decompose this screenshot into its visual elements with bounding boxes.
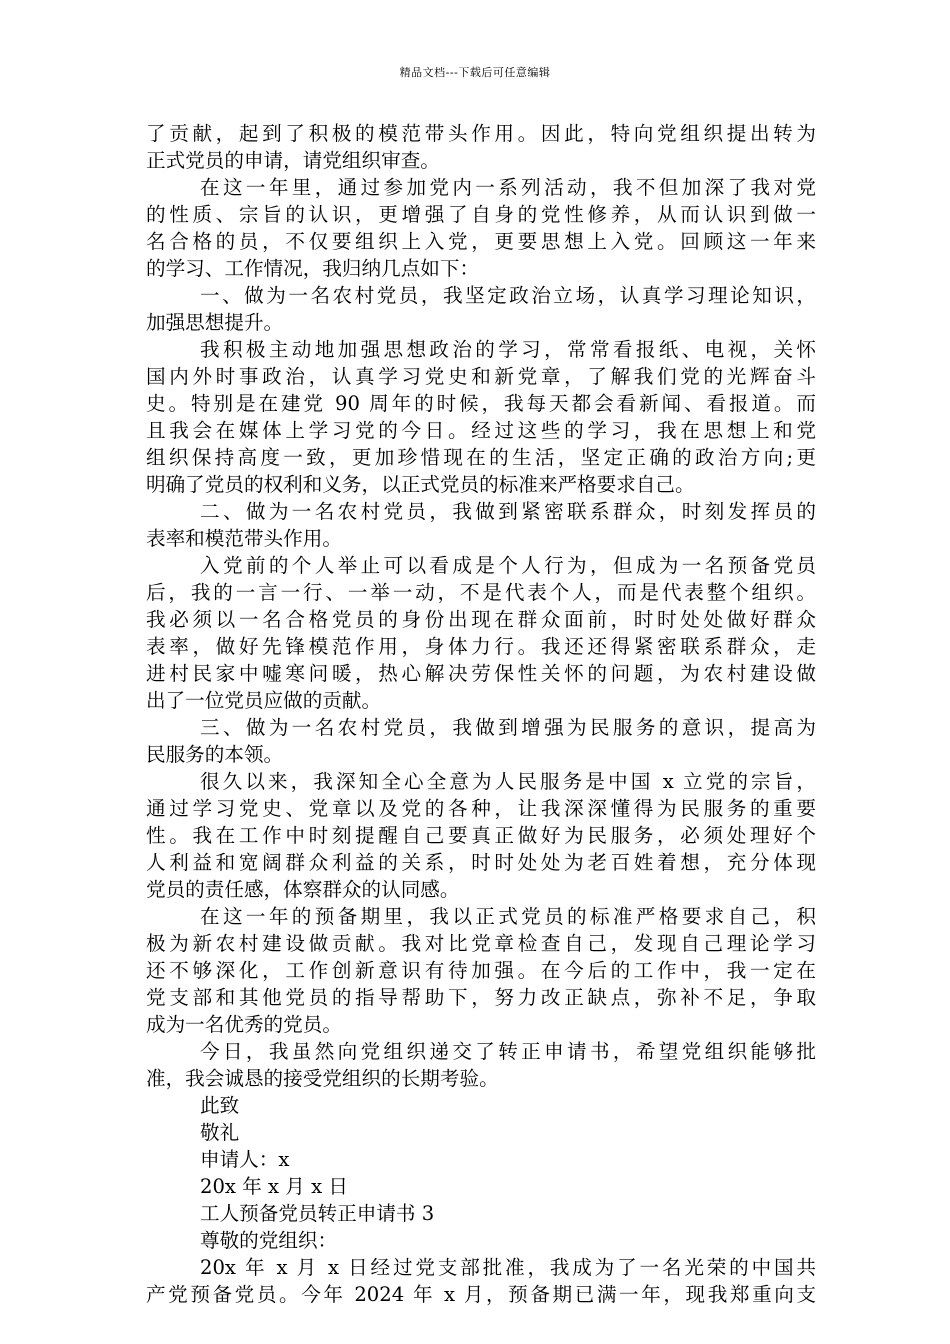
text-line: 后，我的一言一行、一举一动，不是代表个人，而是代表整个组织。 xyxy=(146,581,816,604)
text-line: 20x 年 x 月 x 日 xyxy=(200,1175,349,1198)
page-header: 精品文档---下载后可任意编辑 xyxy=(399,66,551,79)
text-line: 表率，做好先锋模范作用，身体力行。我还还得紧密联系群众，走 xyxy=(146,635,816,658)
text-line: 很久以来，我深知全心全意为人民服务是中国 x 立党的宗旨， xyxy=(200,770,816,793)
text-line: 明确了党员的权利和义务，以正式党员的标准来严格要求自己。 xyxy=(146,473,695,496)
text-line: 性。我在工作中时刻提醒自己要真正做好为民服务，必须处理好个 xyxy=(146,824,816,847)
text-line: 工人预备党员转正申请书 3 xyxy=(200,1202,435,1225)
text-line: 一、做为一名农村党员，我坚定政治立场，认真学习理论知识， xyxy=(200,284,816,307)
text-line: 极为新农村建设做贡献。我对比党章检查自己，发现自己理论学习 xyxy=(146,932,816,955)
text-line: 名合格的员，不仅要组织上入党，更要思想上入党。回顾这一年来 xyxy=(146,230,816,253)
text-line: 今日，我虽然向党组织递交了转正申请书，希望党组织能够批 xyxy=(200,1040,816,1063)
text-line: 还不够深化，工作创新意识有待加强。在今后的工作中，我一定在 xyxy=(146,959,816,982)
text-line: 的性质、宗旨的认识，更增强了自身的党性修养，从而认识到做一 xyxy=(146,203,816,226)
text-line: 成为一名优秀的党员。 xyxy=(146,1013,342,1036)
text-line: 二、做为一名农村党员，我做到紧密联系群众，时刻发挥员的 xyxy=(200,500,816,523)
text-line: 党员的责任感，体察群众的认同感。 xyxy=(146,878,460,901)
text-line: 党支部和其他党员的指导帮助下，努力改正缺点，弥补不足，争取 xyxy=(146,986,816,1009)
text-line: 表率和模范带头作用。 xyxy=(146,527,342,550)
text-line: 三、做为一名农村党员，我做到增强为民服务的意识，提高为 xyxy=(200,716,816,739)
text-line: 且我会在媒体上学习党的今日。经过这些的学习，我在思想上和党 xyxy=(146,419,816,442)
text-line: 加强思想提升。 xyxy=(146,311,284,334)
text-line: 的学习、工作情况，我归纳几点如下： xyxy=(146,257,480,280)
document-body xyxy=(146,120,816,1308)
text-line: 准，我会诚恳的接受党组织的长期考验。 xyxy=(146,1067,499,1090)
text-line: 申请人：x xyxy=(200,1148,290,1171)
text-line: 20x 年 x 月 x 日经过党支部批准，我成为了一名光荣的中国共 xyxy=(200,1256,816,1279)
text-line: 入党前的个人举止可以看成是个人行为，但成为一名预备党员 xyxy=(200,554,816,577)
text-line: 通过学习党史、党章以及党的各种，让我深深懂得为民服务的重要 xyxy=(146,797,816,820)
text-line: 了贡献，起到了积极的模范带头作用。因此，特向党组织提出转为 xyxy=(146,122,816,145)
text-line: 尊敬的党组织： xyxy=(200,1229,338,1252)
text-line: 我必须以一名合格党员的身份出现在群众面前，时时处处做好群众 xyxy=(146,608,816,631)
text-line: 人利益和宽阔群众利益的关系，时时处处为老百姓着想，充分体现 xyxy=(146,851,816,874)
text-line: 进村民家中嘘寒问暖，热心解决劳保性关怀的问题，为农村建设做 xyxy=(146,662,816,685)
text-line: 我积极主动地加强思想政治的学习，常常看报纸、电视，关怀 xyxy=(200,338,816,361)
text-line: 出了一位党员应做的贡献。 xyxy=(146,689,382,712)
text-line: 国内外时事政治，认真学习党史和新党章，了解我们党的光辉奋斗 xyxy=(146,365,816,388)
text-line: 此致 xyxy=(200,1094,240,1117)
text-line: 民服务的本领。 xyxy=(146,743,284,766)
text-line: 史。特别是在建党 90 周年的时候，我每天都会看新闻、看报道。而 xyxy=(146,392,816,415)
text-line: 在这一年里，通过参加党内一系列活动，我不但加深了我对党 xyxy=(200,176,816,199)
text-line: 敬礼 xyxy=(200,1121,240,1144)
text-line: 组织保持高度一致，更加珍惜现在的生活，坚定正确的政治方向;更 xyxy=(146,446,816,469)
text-line: 正式党员的申请，请党组织审查。 xyxy=(146,149,440,172)
text-line: 在这一年的预备期里，我以正式党员的标准严格要求自己，积 xyxy=(200,905,816,928)
text-line: 产党预备党员。今年 2024 年 x 月，预备期已满一年，现我郑重向支 xyxy=(146,1283,816,1306)
